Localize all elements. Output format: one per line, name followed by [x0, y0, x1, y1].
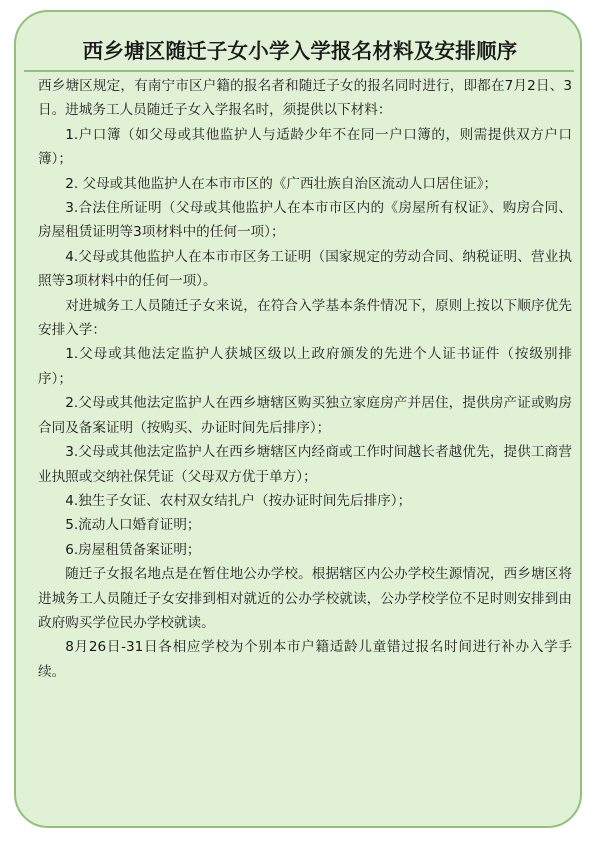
order-item: 1.父母或其他法定监护人获城区级以上政府颁发的先进个人证书证件（按级别排序）；	[38, 346, 572, 387]
material-item: 2. 父母或其他监护人在本市市区的《广西壮族自治区流动人口居住证》；	[65, 175, 498, 192]
notice-card	[14, 10, 582, 828]
title-divider	[24, 70, 574, 72]
order-item: 3.父母或其他法定监护人在西乡塘辖区内经商或工作时间越长者越优先，提供工商营业执照或交纳社保凭证（父母双方优于单方）；	[38, 444, 572, 485]
material-item: 1.户口簿（如父母或其他监护人与适龄少年不在同一户口簿的，则需提供双方户口簿）；	[38, 126, 572, 168]
order-item: 5.流动人口婚育证明；	[65, 517, 201, 534]
order-item: 6.房屋租赁备案证明；	[65, 541, 201, 558]
supplement-paragraph: 8月26日-31日各相应学校为个别本市户籍适龄儿童错过报名时间进行补办入学手续。	[38, 639, 572, 680]
material-item: 4.父母或其他监护人在本市市区务工证明（国家规定的劳动合同、纳税证明、营业执照等3项材料中的任何一项）。	[38, 248, 572, 290]
intro-paragraph: 西乡塘区规定，有南宁市区户籍的报名者和随迁子女的报名同时进行，即都在7月2日、3日。进城务工人员随迁子女入学报名时，须提供以下材料：	[38, 78, 572, 119]
order-item: 4.独生子女证、农村双女结扎户（按办证时间先后排序）；	[65, 492, 412, 509]
order-item: 2.父母或其他法定监护人在西乡塘辖区购买独立家庭房产并居住，提供房产证或购房合同及备案证明（按购买、办证时间先后排序）；	[38, 395, 572, 436]
notice-body	[38, 74, 572, 684]
material-item: 3.合法住所证明（父母或其他监护人在本市市区内的《房屋所有权证》、购房合同、房屋租赁证明等3项材料中的任何一项）；	[38, 200, 572, 241]
location-paragraph: 随迁子女报名地点是在暂住地公办学校。根据辖区内公办学校生源情况，西乡塘区将进城务工人员随迁子女安排到相对就近的公办学校就读，公办学校学位不足时则安排到由政府购买学位民办学校就读。	[38, 566, 572, 631]
page-title: 西乡塘区随迁子女小学入学报名材料及安排顺序	[82, 39, 518, 63]
order-intro-paragraph: 对进城务工人员随迁子女来说，在符合入学基本条件情况下，原则上按以下顺序优先安排入学：	[38, 297, 572, 339]
